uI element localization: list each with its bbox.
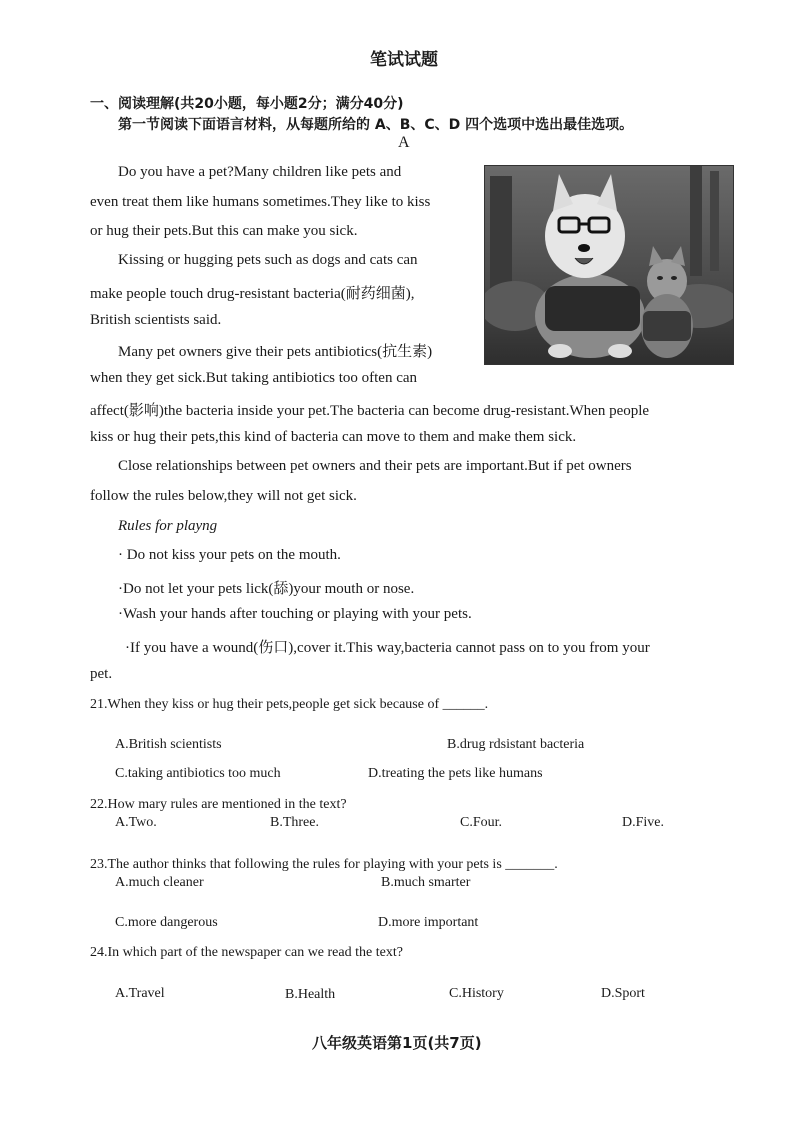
question-22-stem: 22.How mary rules are mentioned in the text? xyxy=(90,797,347,812)
rule-item: ·Wash your hands after touching or playing with your pets. xyxy=(118,606,472,622)
question-22-option-c: C.Four. xyxy=(460,815,503,830)
question-21-option-b: B.drug rdsistant bacteria xyxy=(447,737,585,752)
question-21-option-d: D.treating the pets like humans xyxy=(368,766,543,781)
passage-line: follow the rules below,they will not get sick. xyxy=(90,488,357,504)
question-21-option-c: C.taking antibiotics too much xyxy=(115,766,281,781)
question-22-option-a: A.Two. xyxy=(115,815,157,830)
passage-letter: A xyxy=(398,134,410,151)
passage-line: make people touch drug-resistant bacteria(耐药细菌), xyxy=(90,286,415,302)
question-21-option-a: A.British scientists xyxy=(115,737,222,752)
passage-photo xyxy=(484,165,734,365)
question-22-option-d: D.Five. xyxy=(622,815,664,830)
rule-item: · Do not kiss your pets on the mouth. xyxy=(118,547,341,563)
question-23-option-a: A.much cleaner xyxy=(115,875,204,890)
question-24-stem: 24.In which part of the newspaper can we read the text? xyxy=(90,945,403,960)
passage-line: when they get sick.But taking antibiotics too often can xyxy=(90,370,418,386)
question-24-option-a: A.Travel xyxy=(115,986,165,1001)
question-23-option-d: D.more important xyxy=(378,915,479,930)
passage-line: kiss or hug their pets,this kind of bacteria can move to them and make them sick. xyxy=(90,429,577,445)
section-heading: 一、阅读理解(共20小题，每小题2分；满分40分) xyxy=(90,96,404,112)
rules-title: Rules for playng xyxy=(118,518,218,534)
passage-line: Kissing or hugging pets such as dogs and cats can xyxy=(118,252,418,268)
dog-and-cat-image xyxy=(485,166,733,364)
passage-line: affect(影响)the bacteria inside your pet.The bacteria can become drug-resistant.When people xyxy=(90,403,650,419)
rule-item-continuation: pet. xyxy=(90,666,113,682)
rule-item: ·Do not let your pets lick(舔)your mouth or nose. xyxy=(118,581,415,597)
question-21-stem: 21.When they kiss or hug their pets,people get sick because of ______. xyxy=(90,697,489,712)
question-23-stem: 23.The author thinks that following the rules for playing with your pets is _______. xyxy=(90,857,558,872)
question-22-option-b: B.Three. xyxy=(270,815,319,830)
page-title: 笔试试题 xyxy=(370,50,438,70)
passage-line: or hug their pets.But this can make you sick. xyxy=(90,223,358,239)
question-24-option-d: D.Sport xyxy=(601,986,645,1001)
passage-line: British scientists said. xyxy=(90,312,222,328)
passage-line: Do you have a pet?Many children like pets and xyxy=(118,164,402,180)
rule-item: ·If you have a wound(伤口),cover it.This way,bacteria cannot pass on to you from your xyxy=(125,640,650,656)
page-footer: 八年级英语第1页(共7页) xyxy=(312,1034,482,1052)
passage-line: Many pet owners give their pets antibiotics(抗生素) xyxy=(118,344,433,360)
question-23-option-b: B.much smarter xyxy=(381,875,471,890)
passage-line: Close relationships between pet owners and their pets are important.But if pet owners xyxy=(118,458,632,474)
question-23-option-c: C.more dangerous xyxy=(115,915,218,930)
section-instruction: 第一节阅读下面语言材料，从每题所给的 A、B、C、D 四个选项中选出最佳选项。 xyxy=(118,117,634,133)
question-24-option-b: B.Health xyxy=(285,987,336,1002)
question-24-option-c: C.History xyxy=(449,986,504,1001)
passage-line: even treat them like humans sometimes.They like to kiss xyxy=(90,194,431,210)
